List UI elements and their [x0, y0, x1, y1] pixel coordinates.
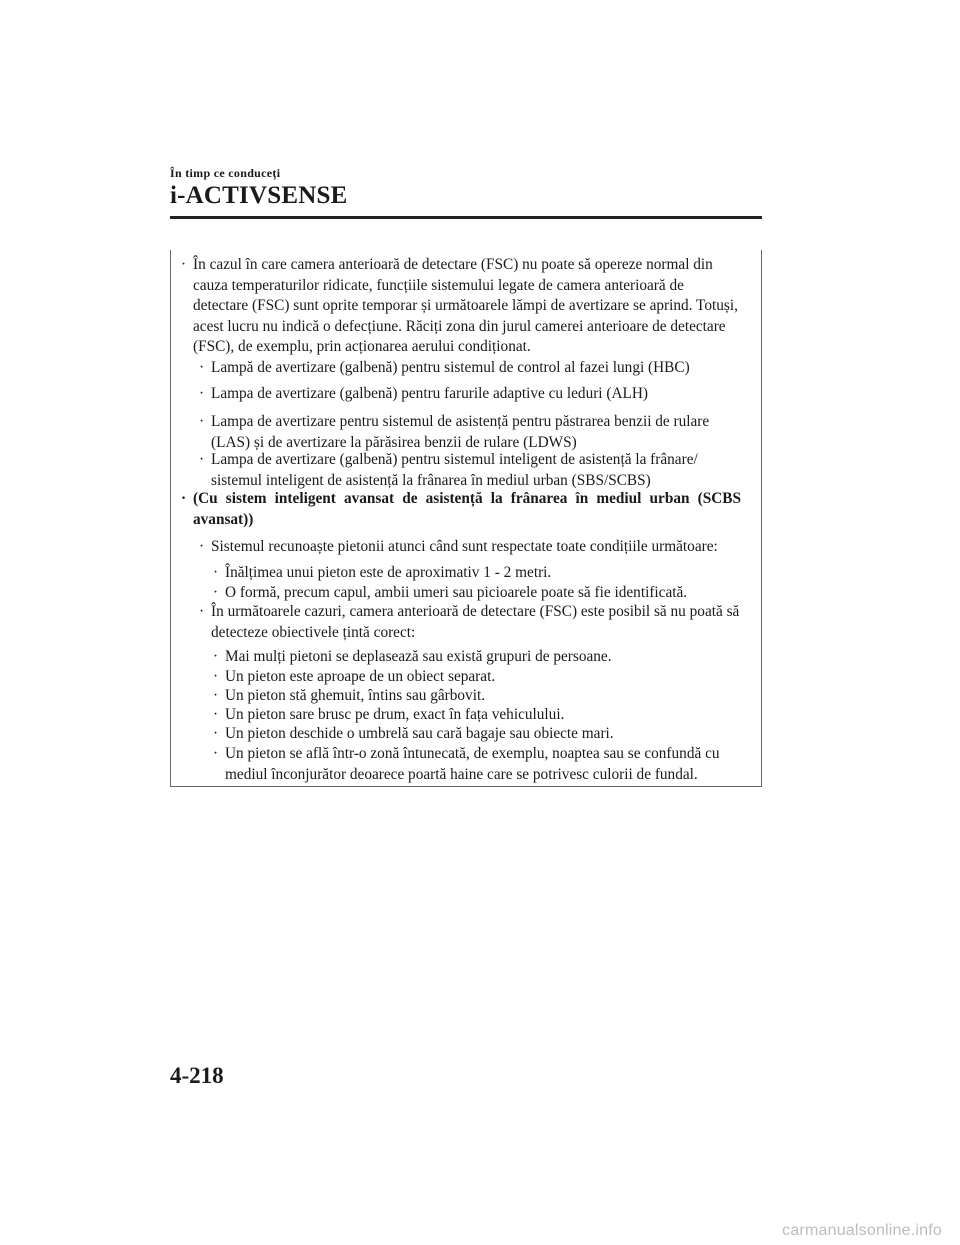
item-text: Lampa de avertizare pentru sistemul de asistență pentru păstrarea benzii de rulare (LAS) și de avertizare la părăsirea benzii de rulare (LDWS) [211, 413, 710, 451]
bullet-item-sbs-scbs-lamp [199, 450, 747, 491]
note-box [170, 250, 762, 787]
bullet-item-advanced-scbs [181, 489, 741, 530]
bullet-item-crouching [213, 686, 747, 707]
chapter-title: i-ACTIVSENSE [170, 182, 348, 209]
item-text: Un pieton deschide o umbrelă sau cară bagaje sau obiecte mari. [225, 725, 614, 742]
bullet-item-alh-lamp [199, 384, 747, 405]
item-text: În următoarele cazuri, camera anterioară de detectare (FSC) este posibil să nu poată să detecteze obiectivele țintă corect: [211, 603, 740, 641]
bullet-icon: · [199, 413, 205, 430]
bullet-icon: · [213, 648, 219, 665]
section-header: În timp ce conduceți [170, 166, 281, 180]
item-text: Lampă de avertizare (galbenă) pentru sistemul de control al fazei lungi (HBC) [211, 359, 690, 376]
bullet-icon: · [213, 706, 219, 723]
bullet-item-las-ldws-lamp [199, 412, 747, 453]
bullet-item-hbc-lamp [199, 358, 747, 379]
item-text: Un pieton stă ghemuit, întins sau gârbovit. [225, 687, 486, 704]
bullet-icon: · [213, 687, 219, 704]
item-text: Înălțimea unui pieton este de aproximativ 1 - 2 metri. [225, 564, 552, 581]
bullet-item-pedestrian-height [213, 563, 747, 584]
watermark: carmanualsonline.info [782, 1222, 942, 1239]
page-number: 4-218 [170, 1063, 224, 1088]
bullet-icon: · [213, 725, 219, 742]
item-text: În cazul în care camera anterioară de detectare (FSC) nu poate să opereze normal din cauza temperaturilor ridicate, funcțiile sistemului legate de camera anterioară de detectare (FSC) sunt oprite temporar și următoarele lămpi de avertizare se aprind. Totuși, acest lucru nu indică o defecțiune. Răciți zona din jurul camerei anterioare de detectare (FSC), de exemplu, prin acționarea aerului condiționat. [193, 256, 738, 355]
bullet-icon: · [199, 359, 205, 376]
bullet-item-detection-limits [199, 602, 747, 643]
header-divider [170, 216, 762, 219]
item-text: Un pieton este aproape de un obiect separat. [225, 668, 496, 685]
bullet-icon: · [181, 490, 187, 507]
item-text: O formă, precum capul, ambii umeri sau picioarele poate să fie identificată. [225, 584, 688, 601]
bullet-item-near-object [213, 667, 747, 688]
bullet-item-pedestrian-shape [213, 583, 747, 604]
item-text: Mai mulți pietoni se deplasează sau există grupuri de persoane. [225, 648, 612, 665]
item-text: (Cu sistem inteligent avansat de asistență la frânarea în mediul urban (SCBS avansat)) [193, 490, 741, 528]
bullet-item-fsc-high-temperature [181, 255, 741, 358]
bullet-icon: · [213, 584, 219, 601]
bullet-item-dark-area [213, 744, 747, 785]
item-text: Lampa de avertizare (galbenă) pentru sistemul inteligent de asistență la frânare/ sistemul inteligent de asistență la frânarea în mediul urban (SBS/SCBS) [211, 451, 698, 489]
bullet-icon: · [199, 603, 205, 620]
bullet-icon: · [213, 564, 219, 581]
item-text: Lampa de avertizare (galbenă) pentru farurile adaptive cu leduri (ALH) [211, 385, 649, 402]
bullet-icon: · [181, 256, 187, 273]
bullet-item-umbrella [213, 724, 747, 745]
bullet-item-pedestrian-conditions [199, 537, 747, 558]
item-text: Sistemul recunoaște pietonii atunci când sunt respectate toate condițiile următoare: [211, 538, 718, 555]
bullet-item-groups [213, 647, 747, 668]
item-text: Un pieton sare brusc pe drum, exact în fața vehiculului. [225, 706, 565, 723]
bullet-item-jumps-out [213, 705, 747, 726]
bullet-icon: · [199, 451, 205, 468]
bullet-icon: · [199, 538, 205, 555]
bullet-icon: · [199, 385, 205, 402]
bullet-icon: · [213, 668, 219, 685]
bullet-icon: · [213, 745, 219, 762]
item-text: Un pieton se află într-o zonă întunecată, de exemplu, noaptea sau se confundă cu mediul înconjurător deoarece poartă haine care se potrivesc culorii de fundal. [225, 745, 720, 783]
